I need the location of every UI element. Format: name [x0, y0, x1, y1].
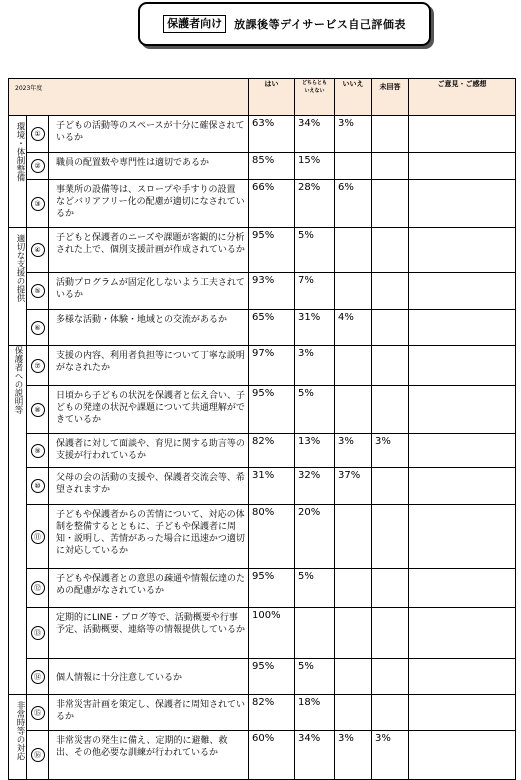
- table-row: [9, 731, 516, 780]
- table-row: [9, 468, 516, 505]
- yes-value: 97%: [249, 346, 295, 386]
- row-number: ①: [31, 127, 45, 141]
- no-value: 4%: [335, 310, 372, 346]
- comment-cell: [409, 608, 516, 659]
- question-text: 子どもと保護者のニーズや課題が客観的に分析された上で、個別支援計画が作成されているか: [49, 228, 249, 273]
- no-answer-value: [372, 228, 409, 273]
- question-text: 活動プログラムが固定化しないよう工夫されているか: [49, 273, 249, 310]
- row-number: ⑪: [31, 530, 45, 544]
- table-row: [9, 273, 516, 310]
- neither-value: 3%: [295, 346, 335, 386]
- table-row: [9, 695, 516, 731]
- no-answer-value: 3%: [372, 731, 409, 780]
- row-number: ⑯: [31, 748, 45, 762]
- page-title: 放課後等デイサービス自己評価表: [234, 18, 406, 31]
- neither-value: 31%: [295, 310, 335, 346]
- comment-cell: [409, 434, 516, 468]
- neither-value: 20%: [295, 505, 335, 569]
- no-value: 3%: [335, 434, 372, 468]
- no-answer-value: [372, 180, 409, 228]
- no-answer-value: 3%: [372, 434, 409, 468]
- row-number: ⑦: [31, 359, 45, 373]
- yes-value: 63%: [249, 116, 295, 153]
- neither-value: 32%: [295, 468, 335, 505]
- evaluation-table: [8, 78, 516, 780]
- comment-cell: [409, 153, 516, 180]
- comment-cell: [409, 468, 516, 505]
- no-answer-value: [372, 310, 409, 346]
- neither-value: 34%: [295, 116, 335, 153]
- yes-value: 85%: [249, 153, 295, 180]
- table-row: [9, 434, 516, 468]
- yes-value: 80%: [249, 505, 295, 569]
- no-answer-value: [372, 468, 409, 505]
- question-text: 事業所の設備等は、スロープや手すりの設置 などバリアフリー化の配慮が適切になされているか: [49, 180, 249, 228]
- table-row: [9, 310, 516, 346]
- header-row: [9, 79, 516, 116]
- no-value: [335, 273, 372, 310]
- category-label: 非常時等の対応: [9, 695, 27, 780]
- neither-value: 7%: [295, 273, 335, 310]
- yes-value: 100%: [249, 608, 295, 659]
- no-value: [335, 228, 372, 273]
- no-value: [335, 569, 372, 608]
- year-header: 2023年度: [9, 79, 249, 116]
- comment-cell: [409, 310, 516, 346]
- yes-value: 65%: [249, 310, 295, 346]
- table-row: [9, 659, 516, 695]
- category-label: 環境・体制整備: [9, 116, 27, 228]
- row-number: ⑧: [31, 403, 45, 417]
- comment-cell: [409, 116, 516, 153]
- comment-cell: [409, 273, 516, 310]
- question-text: 子どもの活動等のスペースが十分に確保されているか: [49, 116, 249, 153]
- no-value: 3%: [335, 116, 372, 153]
- no-answer-value: [372, 569, 409, 608]
- question-text: 個人情報に十分注意しているか: [49, 659, 249, 695]
- yes-value: 66%: [249, 180, 295, 228]
- neither-value: 13%: [295, 434, 335, 468]
- neither-value: 15%: [295, 153, 335, 180]
- yes-value: 95%: [249, 659, 295, 695]
- question-text: 保護者に対して面談や、育児に関する助言等の支援が行われているか: [49, 434, 249, 468]
- table-row: [9, 153, 516, 180]
- yes-value: 95%: [249, 228, 295, 273]
- no-value: [335, 386, 372, 434]
- yes-value: 93%: [249, 273, 295, 310]
- no-value: [335, 659, 372, 695]
- yes-value: 82%: [249, 695, 295, 731]
- no-value: [335, 695, 372, 731]
- question-text: 非常災害の発生に備え、定期的に避難、救出、その他必要な訓練が行われているか: [49, 731, 249, 780]
- table-row: [9, 116, 516, 153]
- question-text: 非常災害計画を策定し、保護者に周知されているか: [49, 695, 249, 731]
- table-row: [9, 386, 516, 434]
- no-value: [335, 346, 372, 386]
- comment-cell: [409, 659, 516, 695]
- question-text: 支援の内容、利用者負担等について丁寧な説明がなされたか: [49, 346, 249, 386]
- row-number: ⑥: [31, 321, 45, 335]
- comment-cell: [409, 346, 516, 386]
- table-row: [9, 608, 516, 659]
- comment-cell: [409, 569, 516, 608]
- table-row: [9, 505, 516, 569]
- row-number: ⑤: [31, 284, 45, 298]
- neither-value: 28%: [295, 180, 335, 228]
- row-number: ⑭: [31, 670, 45, 684]
- no-answer-value: [372, 659, 409, 695]
- no-value: 3%: [335, 731, 372, 780]
- no-answer-value: [372, 386, 409, 434]
- question-text: 定期的にLINE・ブログ等で、活動概要や行事予定、活動概要、連絡等の情報提供しているか: [49, 608, 249, 659]
- no-value: [335, 153, 372, 180]
- row-number: ④: [31, 243, 45, 257]
- comment-cell: [409, 228, 516, 273]
- yes-value: 82%: [249, 434, 295, 468]
- question-text: 多様な活動・体験・地域との交流があるか: [49, 310, 249, 346]
- no-answer-value: [372, 273, 409, 310]
- category-label: 保護者への説明等: [9, 346, 27, 695]
- no-value: 37%: [335, 468, 372, 505]
- comment-cell: [409, 386, 516, 434]
- no-value: [335, 505, 372, 569]
- question-text: 日頃から子どもの状況を保護者と伝え合い、子どもの発達の状況や課題について共通理解ができているか: [49, 386, 249, 434]
- neither-header: どちらとも いえない: [295, 79, 335, 116]
- row-number: ③: [31, 197, 45, 211]
- comment-cell: [409, 731, 516, 780]
- question-text: 職員の配置数や専門性は適切であるか: [49, 153, 249, 180]
- neither-value: 5%: [295, 228, 335, 273]
- yes-header: はい: [249, 79, 295, 116]
- neither-value: 34%: [295, 731, 335, 780]
- no-answer-value: [372, 153, 409, 180]
- title-box: [138, 2, 431, 46]
- no-answer-header: 未回答: [372, 79, 409, 116]
- yes-value: 60%: [249, 731, 295, 780]
- row-number: ⑩: [31, 479, 45, 493]
- comment-cell: [409, 505, 516, 569]
- neither-value: 5%: [295, 569, 335, 608]
- neither-value: 5%: [295, 386, 335, 434]
- row-number: ⑫: [31, 581, 45, 595]
- table-row: [9, 180, 516, 228]
- question-text: 子どもや保護者との意思の疎通や情報伝達のための配慮がなされているか: [49, 569, 249, 608]
- no-answer-value: [372, 346, 409, 386]
- yes-value: 31%: [249, 468, 295, 505]
- category-label: 適切な支援の提供: [9, 228, 27, 346]
- question-text: 父母の会の活動の支援や、保護者交流会等、希望されますか: [49, 468, 249, 505]
- yes-value: 95%: [249, 569, 295, 608]
- row-number: ⑨: [31, 444, 45, 458]
- yes-value: 95%: [249, 386, 295, 434]
- row-number: ⑮: [31, 706, 45, 720]
- no-answer-value: [372, 695, 409, 731]
- row-number: ⑬: [31, 626, 45, 640]
- comment-cell: [409, 180, 516, 228]
- neither-value: 18%: [295, 695, 335, 731]
- audience-tag: 保護者向け: [163, 15, 226, 33]
- comment-cell: [409, 695, 516, 731]
- no-answer-value: [372, 608, 409, 659]
- no-answer-value: [372, 116, 409, 153]
- question-text: 子どもや保護者からの苦情について、対応の体制を整備するとともに、子どもや保護者に周知・説明し、苦情があった場合に迅速かつ適切に対応しているか: [49, 505, 249, 569]
- no-value: 6%: [335, 180, 372, 228]
- table-row: [9, 228, 516, 273]
- comments-header: ご意見・ご感想: [409, 79, 516, 116]
- neither-value: [295, 608, 335, 659]
- row-number: ②: [31, 159, 45, 173]
- no-header: いいえ: [335, 79, 372, 116]
- no-answer-value: [372, 505, 409, 569]
- table-row: [9, 346, 516, 386]
- neither-value: 5%: [295, 659, 335, 695]
- no-value: [335, 608, 372, 659]
- table-row: [9, 569, 516, 608]
